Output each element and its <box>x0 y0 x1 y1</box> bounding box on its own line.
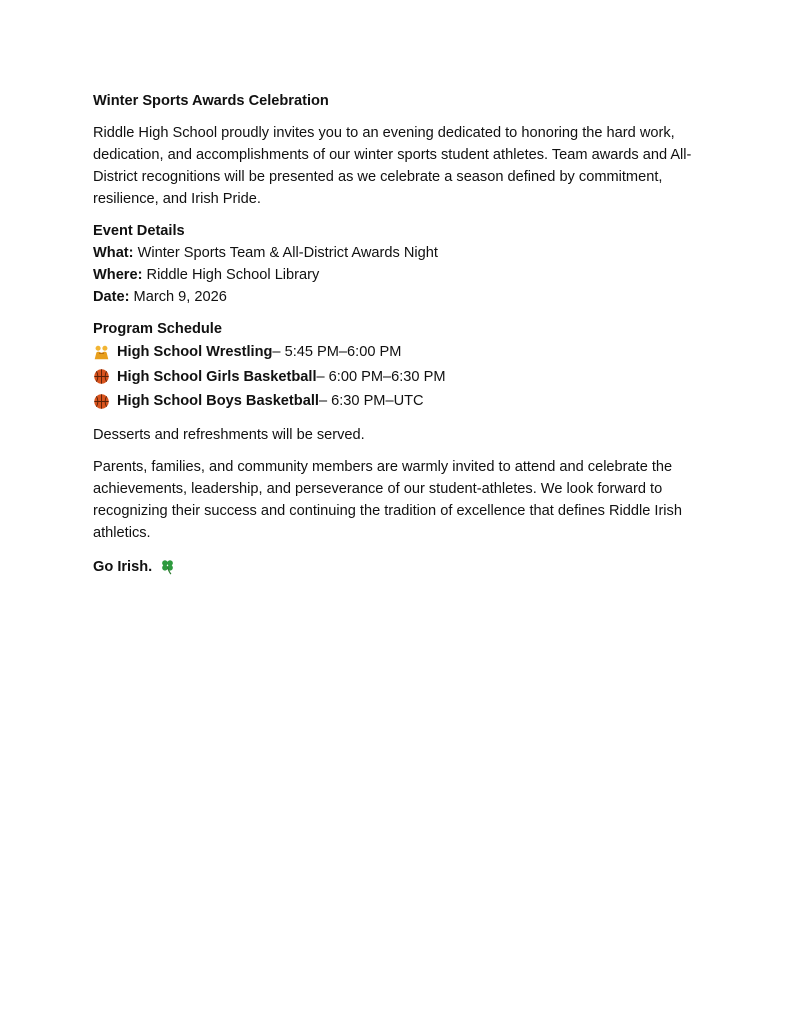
schedule-item-name: High School Girls Basketball <box>117 368 317 385</box>
closing-text: Go Irish. <box>93 558 153 575</box>
detail-where-label: Where: <box>93 267 143 283</box>
four-leaf-clover-icon <box>159 558 176 575</box>
schedule-item-boys-basketball <box>93 389 703 414</box>
schedule-item-time: – 6:30 PM–UTC <box>318 393 424 410</box>
detail-where <box>93 264 703 286</box>
detail-date <box>93 286 703 308</box>
document-page <box>93 90 703 578</box>
event-details-heading: Event Details <box>93 223 185 239</box>
schedule-item-name: High School Boys Basketball <box>117 393 319 410</box>
detail-what-value: Winter Sports Team & All-District Awards Night <box>133 245 438 261</box>
schedule-item-time: – 6:00 PM–6:30 PM <box>316 368 446 385</box>
intro-paragraph: Riddle High School proudly invites you to an evening dedicated to honoring the hard work, dedication, and accomplishments of our winter sports student athletes. Team awards and All-District recognitions will be presented as we celebrate a season defined by commitment, resilience, and Irish Pride. <box>93 125 692 207</box>
refreshments-paragraph: Desserts and refreshments will be served. <box>93 426 365 443</box>
document-title: Winter Sports Awards Celebration <box>93 93 329 109</box>
detail-what-label: What: <box>93 245 134 261</box>
schedule-item-wrestling <box>93 340 703 365</box>
schedule-item-girls-basketball <box>93 365 703 390</box>
program-schedule-section <box>93 318 703 414</box>
detail-what <box>93 242 703 264</box>
detail-date-label: Date: <box>93 289 130 305</box>
closing-line <box>93 556 703 578</box>
detail-date-value: March 9, 2026 <box>129 289 227 305</box>
basketball-icon <box>93 393 110 410</box>
invitation-paragraph: Parents, families, and community members are warmly invited to attend and celebrate the achievements, leadership, and perseverance of our student-athletes. We look forward to recognizing their success and continuing the tradition of excellence that defines Riddle Irish athletics. <box>93 458 682 541</box>
program-schedule-heading: Program Schedule <box>93 321 222 337</box>
detail-where-value: Riddle High School Library <box>142 267 320 283</box>
basketball-icon <box>93 368 110 385</box>
wrestling-icon <box>93 344 110 361</box>
schedule-item-name: High School Wrestling <box>117 344 273 361</box>
event-details-section <box>93 220 703 308</box>
schedule-item-time: – 5:45 PM–6:00 PM <box>272 344 402 361</box>
